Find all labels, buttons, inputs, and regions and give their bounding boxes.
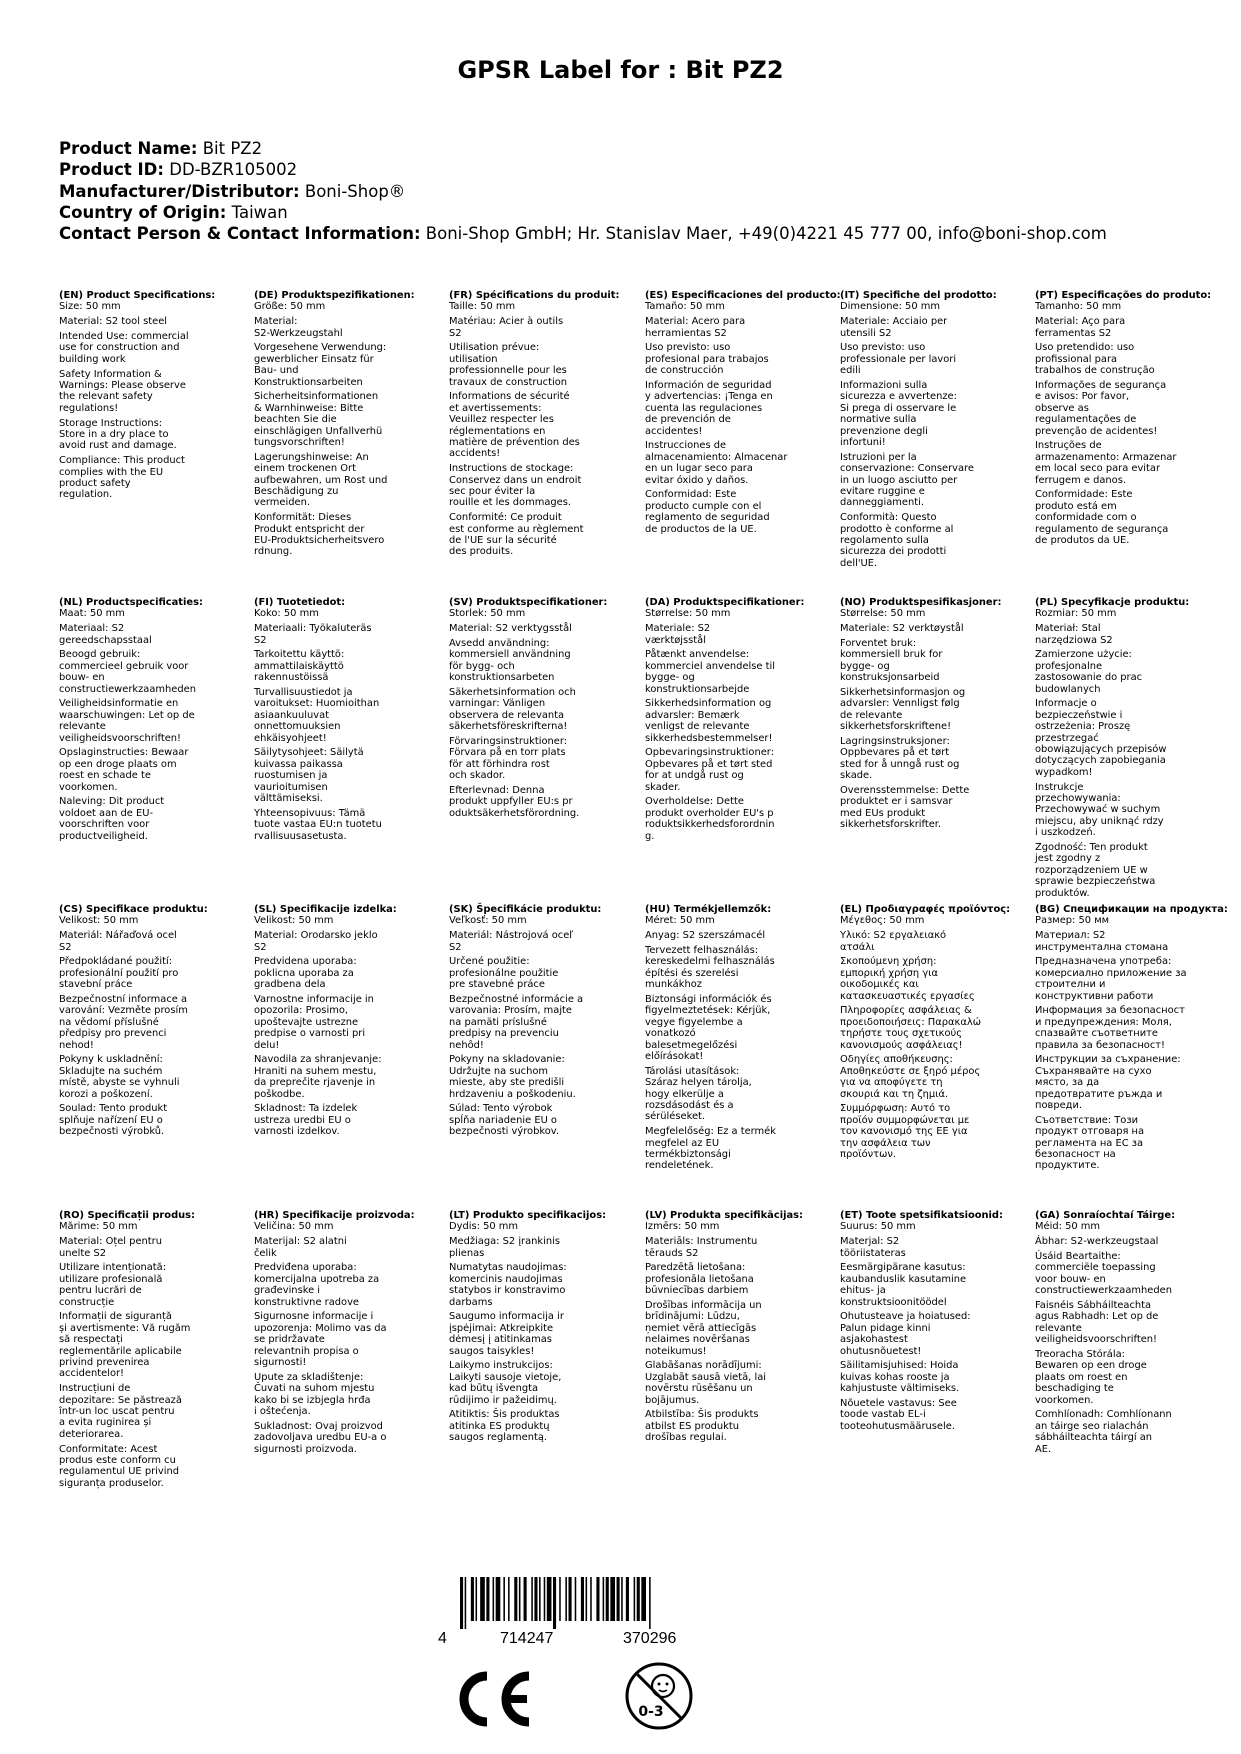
- spec-heading: (BG) Спецификации на продукта:: [1035, 904, 1228, 915]
- spec-paragraph: Velikost: 50 mm: [59, 915, 139, 927]
- spec-paragraph: Efterlevnad: Denna produkt uppfyller EU:s pr oduktsäkerhetsförordning.: [449, 785, 580, 819]
- spec-paragraph: Velikost: 50 mm: [254, 915, 334, 927]
- spec-paragraph: Conformidad: Este producto cumple con el reglamento de seguridad de productos de la UE.: [645, 489, 770, 535]
- barcode-bar: [581, 1577, 584, 1621]
- spec-paragraph: Atitiktis: Šis produktas atitinka ES produktų saugos reglamentą.: [449, 1409, 560, 1444]
- spec-paragraph: Méret: 50 mm: [645, 915, 715, 927]
- barcode-bar: [606, 1577, 609, 1621]
- spec-paragraph: Upute za skladištenje: Čuvati na suhom mjestu kako bi se izbjegla hrđa i oštećenja.: [254, 1371, 375, 1418]
- spec-paragraph: Medžiaga: S2 įrankinis plienas: [449, 1236, 561, 1259]
- info-row: [59, 138, 1107, 159]
- info-label: Manufacturer/Distributor:: [59, 181, 300, 201]
- info-value: Boni-Shop GmbH; Hr. Stanislav Maer, +49(0)4221 45 777 00, info@boni-shop.com: [425, 224, 1107, 244]
- barcode-bar: [508, 1577, 510, 1621]
- spec-paragraph: Varnostne informacije in opozorila: Prosimo, upoštevajte ustrezne predpise o varnosti pri delu!: [254, 994, 374, 1051]
- barcode-bar: [544, 1577, 546, 1621]
- spec-paragraph: Инструкции за съхранение: Съхранявайте на сухо място, за да предотвратите ръжда и повреди.: [1035, 1054, 1181, 1112]
- spec-paragraph: Säilytysohjeet: Säilytä kuivassa paikassa ruostumisen ja vaurioitumisen välttämiseksi.: [254, 747, 364, 805]
- spec-heading: (ES) Especificaciones del producto:: [645, 290, 841, 301]
- spec-paragraph: Sigurnosne informacije i upozorenja: Molimo vas da se pridržavate relevantnih propisa o sigurnosti!: [254, 1311, 387, 1369]
- spec-paragraph: Размер: 50 мм: [1035, 915, 1110, 927]
- spec-block: [59, 597, 254, 845]
- spec-paragraph: Tárolási utasítások: Száraz helyen tárolja, hogy elkerülje a rozsdásodást és a sérüléseket.: [645, 1065, 752, 1123]
- spec-block: [254, 290, 449, 561]
- spec-heading: (EL) Προδιαγραφές προϊόντος:: [840, 904, 1011, 915]
- spec-block: [254, 904, 449, 1141]
- barcode-bar: [486, 1577, 489, 1621]
- spec-paragraph: Vorgesehene Verwendung: gewerblicher Einsatz für Bau- und Konstruktionsarbeiten: [254, 342, 387, 388]
- spec-heading: (PT) Especificações do produto:: [1035, 290, 1212, 301]
- spec-paragraph: Treoracha Stórála: Bewaren op een droge plaats om roest en beschadiging te voorkomen.: [1035, 1349, 1147, 1406]
- spec-block: [840, 290, 1035, 573]
- spec-paragraph: Informations de sécurité et avertissements: Veuillez respecter les réglementations en matière de prévention des accidents!: [449, 391, 580, 460]
- spec-paragraph: Lagringsinstruksjoner: Oppbevares på et tørt sted for å unngå rust og skade.: [840, 736, 960, 782]
- spec-paragraph: Avsedd användning: kommersiell användning för bygg- och konstruktionsarbeten: [449, 638, 571, 684]
- spec-paragraph: Materiał: Stal narzędziowa S2: [1035, 623, 1113, 646]
- spec-heading: (FI) Tuotetiedot:: [254, 597, 346, 608]
- spec-paragraph: Storage Instructions: Store in a dry place to avoid rust and damage.: [59, 417, 177, 452]
- barcode-bar: [634, 1577, 636, 1621]
- spec-block: [1035, 1210, 1230, 1458]
- spec-paragraph: Utilizare intenționată: utilizare profesională pentru lucrări de construcție: [59, 1262, 167, 1308]
- spec-paragraph: Informações de segurança e avisos: Por favor, observe as regulamentações de prevenção de acidentes!: [1035, 380, 1167, 437]
- spec-paragraph: Drošības informācija un brīdinājumi: Lūdzu, ņemiet vērā attiecīgās nelaimes novēršanas noteikumus!: [645, 1300, 762, 1357]
- spec-paragraph: Tamanho: 50 mm: [1035, 301, 1122, 313]
- spec-paragraph: Veiligheidsinformatie en waarschuwingen: Let op de relevante veiligheidsvoorschriften!: [59, 698, 195, 744]
- spec-paragraph: Beoogd gebruik: commercieel gebruik voor bouw- en constructiewerkzaamheden: [59, 649, 196, 695]
- spec-paragraph: Informazioni sulla sicurezza e avvertenze: Si prega di osservare le normative sulla prevenzione degli infortuni!: [840, 380, 957, 449]
- spec-heading: (CS) Specifikace produktu:: [59, 904, 208, 915]
- spec-paragraph: Úsáid Beartaithe: commerciële toepassing voor bouw- en constructiewerkzaamheden: [1035, 1251, 1172, 1297]
- spec-paragraph: Turvallisuustiedot ja varoitukset: Huomioithan asiaankuuluvat onnettomuuksien ehkäisyohjeet!: [254, 687, 380, 744]
- spec-paragraph: Uso previsto: uso profesional para trabajos de construcción: [645, 342, 769, 377]
- spec-paragraph: Съответствие: Този продукт отговаря на регламента на ЕС за безопасност на продуктите.: [1035, 1114, 1145, 1172]
- spec-paragraph: Zgodność: Ten produkt jest zgodny z rozporządzeniem UE w sprawie bezpieczeństwa produktów.: [1035, 842, 1156, 899]
- spec-heading: (PL) Specyfikacje produktu:: [1035, 597, 1190, 608]
- barcode-bar: [621, 1577, 623, 1621]
- spec-paragraph: Konformität: Dieses Produkt entspricht der EU-Produktsicherheitsvero rdnung.: [254, 512, 385, 558]
- spec-paragraph: Οδηγίες αποθήκευσης: Αποθηκεύστε σε ξηρό μέρος για να αποφύγετε τη σκουριά και τη ζημιά.: [840, 1054, 981, 1100]
- spec-paragraph: Påtænkt anvendelse: kommerciel anvendelse til bygge- og konstruktionsarbejde: [645, 649, 775, 695]
- spec-paragraph: Biztonsági információk és figyelmeztetések: Kérjük, vegye figyelembe a vonatkozó balesetmegelőzési előírásokat!: [645, 994, 772, 1063]
- spec-paragraph: Intended Use: commercial use for construction and building work: [59, 331, 189, 365]
- spec-paragraph: Megfelelőség: Ez a termék megfelel az EU termékbiztonsági rendeletének.: [645, 1126, 776, 1172]
- spec-paragraph: Comhlíonadh: Comhlíonann an táirge seo rialachán sábháilteachta táirgí an AE.: [1035, 1409, 1172, 1455]
- barcode-bar: [519, 1577, 521, 1621]
- spec-paragraph: Materiale: Acciaio per utensili S2: [840, 316, 948, 339]
- barcode-bar: [514, 1577, 517, 1621]
- spec-paragraph: Conformidade: Este produto está em conformidade com o regulamento de segurança de produtos da UE.: [1035, 489, 1169, 547]
- spec-block: [449, 290, 644, 561]
- spec-heading: (LV) Produkta specifikācijas:: [645, 1210, 803, 1221]
- barcode-bar: [565, 1577, 567, 1621]
- spec-paragraph: Overensstemmelse: Dette produktet er i samsvar med EUs produkt sikkerhetsforskrifter.: [840, 785, 970, 831]
- spec-block: [840, 904, 1035, 1164]
- spec-heading: (IT) Specifiche del prodotto:: [840, 290, 997, 301]
- barcode-bar: [603, 1577, 605, 1621]
- spec-paragraph: Ohutusteave ja hoiatused: Palun pidage kinni asjakohastest ohutusnõuetest!: [840, 1311, 971, 1357]
- spec-paragraph: Safety Information & Warnings: Please observe the relevant safety regulations!: [59, 368, 186, 414]
- spec-paragraph: Navodila za shranjevanje: Hraniti na suhem mestu, da preprečite rjavenje in poškodbe.: [254, 1054, 382, 1100]
- spec-paragraph: Conformità: Questo prodotto è conforme al regolamento sulla sicurezza dei prodotti dell'UE.: [840, 512, 954, 569]
- spec-paragraph: Predviđena uporaba: komercijalna upotreba za građevinske i konstruktivne radove: [254, 1262, 380, 1308]
- spec-paragraph: Συμμόρφωση: Αυτό το προϊόν συμμορφώνεται με τον κανονισμό της ΕΕ για την ασφάλεια των προϊόντων.: [840, 1103, 970, 1161]
- spec-heading: (FR) Spécifications du produit:: [449, 290, 620, 301]
- spec-paragraph: Storlek: 50 mm: [449, 608, 526, 620]
- barcode-bar: [586, 1577, 588, 1621]
- barcode-bar: [534, 1577, 537, 1621]
- spec-paragraph: Instrucțiuni de depozitare: Se păstrează într-un loc uscat pentru a evita ruginirea și deteriorarea.: [59, 1383, 182, 1440]
- spec-paragraph: Faisnéis Sábháilteachta agus Rabhadh: Let op de relevante veiligheidsvoorschriften!: [1035, 1300, 1159, 1346]
- spec-paragraph: Conformitate: Acest produs este conform cu regulamentul UE privind siguranța produselor.: [59, 1443, 179, 1489]
- spec-paragraph: Instruções de armazenamento: Armazenar em local seco para evitar ferrugem e danos.: [1035, 440, 1177, 486]
- spec-paragraph: Predvidena uporaba: poklicna uporaba za gradbena dela: [254, 956, 357, 991]
- spec-paragraph: Tamaño: 50 mm: [645, 301, 725, 313]
- spec-block: [1035, 597, 1230, 903]
- spec-paragraph: Overholdelse: Dette produkt overholder EU's p roduktsikkerhedsforordnin g.: [645, 796, 775, 842]
- spec-paragraph: Förvaringsinstruktioner: Förvara på en torr plats för att förhindra rost och skador.: [449, 736, 568, 782]
- spec-paragraph: Bezpečnostné informácie a varovania: Prosím, majte na pamäti príslušné predpisy na prevenciu nehôd!: [449, 994, 584, 1051]
- spec-paragraph: Koko: 50 mm: [254, 608, 319, 620]
- spec-heading: (DE) Produktspezifikationen:: [254, 290, 415, 301]
- spec-paragraph: Paredzētā lietošana: profesionāla lietošana būvniecības darbiem: [645, 1262, 754, 1297]
- info-value: Taiwan: [231, 202, 288, 222]
- spec-block: [449, 1210, 644, 1447]
- barcode-bar: [496, 1577, 501, 1621]
- barcode: [436, 1577, 696, 1629]
- spec-paragraph: Saugumo informacija ir įspėjimai: Atkreipkite dėmesį į atitinkamas saugos taisykles!: [449, 1311, 564, 1357]
- spec-paragraph: Material: Acero para herramientas S2: [645, 316, 746, 339]
- spec-heading: (EN) Product Specifications:: [59, 290, 216, 301]
- spec-paragraph: Materiaal: S2 gereedschapsstaal: [59, 623, 152, 646]
- info-label: Product ID:: [59, 160, 164, 180]
- barcode-bar: [547, 1577, 552, 1621]
- spec-heading: (HR) Specifikacije proizvoda:: [254, 1210, 415, 1221]
- info-row: [59, 181, 1107, 202]
- barcode-bar: [539, 1577, 541, 1621]
- spec-heading: (GA) Sonraíochtaí Táirge:: [1035, 1210, 1176, 1221]
- spec-paragraph: Materiaali: Työkaluteräs S2: [254, 623, 372, 646]
- spec-paragraph: Informacje o bezpieczeństwie i ostrzeżenia: Proszę przestrzegać obowiązujących przepisów dotyczących zapobiegania wypadkom!: [1035, 698, 1167, 778]
- spec-paragraph: Предназначена употреба: комерсиално приложение за строителни и конструктивни работи: [1035, 956, 1187, 1002]
- spec-paragraph: Informații de siguranță și avertismente: Vă rugăm să respectați reglementările aplicabile privind prevenirea accidentelor!: [59, 1311, 191, 1380]
- info-row: [59, 202, 1107, 223]
- spec-paragraph: Materjal: S2 tööriistateras: [840, 1236, 906, 1259]
- info-label: Country of Origin:: [59, 202, 227, 222]
- spec-heading: (ET) Toote spetsifikatsioonid:: [840, 1210, 1003, 1221]
- spec-paragraph: Dimensione: 50 mm: [840, 301, 940, 313]
- spec-block: [59, 290, 254, 504]
- svg-text:0-3: 0-3: [638, 1704, 664, 1720]
- spec-paragraph: Material: Oțel pentru unelte S2: [59, 1236, 162, 1259]
- spec-paragraph: Størrelse: 50 mm: [645, 608, 731, 620]
- not-suitable-0-3-icon: [623, 1660, 695, 1736]
- barcode-bar: [553, 1577, 556, 1629]
- spec-block: [59, 1210, 254, 1493]
- spec-heading: (LT) Produkto specifikacijos:: [449, 1210, 607, 1221]
- spec-paragraph: Material: S2 verktygsstål: [449, 623, 572, 635]
- spec-paragraph: Předpokládané použití: profesionální použití pro stavební práce: [59, 956, 179, 991]
- page-title: GPSR Label for : Bit PZ2: [457, 56, 784, 84]
- info-row: [59, 223, 1107, 244]
- info-row: [59, 159, 1107, 180]
- spec-block: [449, 904, 644, 1141]
- spec-heading: (HU) Termékjellemzők:: [645, 904, 772, 915]
- barcode-left-digits: 714247: [500, 1630, 554, 1647]
- spec-paragraph: Materiale: S2 verktøystål: [840, 623, 964, 635]
- spec-block: [645, 1210, 840, 1447]
- spec-paragraph: Rozmiar: 50 mm: [1035, 608, 1117, 620]
- spec-paragraph: Información de seguridad y advertencias: ¡Tenga en cuenta las regulaciones de prevención de accidentes!: [645, 380, 773, 437]
- spec-paragraph: Größe: 50 mm: [254, 301, 326, 313]
- spec-paragraph: Säilitamisjuhised: Hoida kuivas kohas rooste ja kahjustuste vältimiseks.: [840, 1360, 960, 1395]
- spec-paragraph: Pokyny na skladovanie: Udržujte na suchom mieste, aby ste predišli hrdzaveniu a poškodeniu.: [449, 1054, 576, 1100]
- spec-heading: (SL) Specifikacije izdelka:: [254, 904, 397, 915]
- spec-paragraph: Materiāls: Instrumentu tērauds S2: [645, 1236, 758, 1259]
- spec-paragraph: Zamierzone użycie: profesjonalne zastosowanie do prac budowlanych: [1035, 649, 1143, 695]
- barcode-bar: [460, 1577, 463, 1629]
- spec-paragraph: Opbevaringsinstruktioner: Opbevares på et tørt sted for at undgå rust og skader.: [645, 747, 775, 793]
- spec-block: [1035, 290, 1230, 550]
- spec-paragraph: Conformité: Ce produit est conforme au règlement de l'UE sur la sécurité des produits.: [449, 512, 584, 558]
- barcode-bar: [575, 1577, 577, 1621]
- barcode-bar: [559, 1577, 561, 1621]
- spec-paragraph: Instrucciones de almacenamiento: Almacenar en un lugar seco para evitar óxido y daños.: [645, 440, 788, 486]
- barcode-bars: [436, 1577, 696, 1629]
- spec-paragraph: Material: S2-Werkzeugstahl: [254, 316, 343, 339]
- spec-paragraph: Sikkerhetsinformasjon og advarsler: Vennligst følg de relevante sikkerhetsforskriftene!: [840, 687, 966, 733]
- spec-paragraph: Υλικό: S2 εργαλειακό ατσάλι: [840, 930, 947, 953]
- barcode-bar: [569, 1577, 572, 1621]
- spec-paragraph: Naleving: Dit product voldoet aan de EU- voorschriften voor productveiligheid.: [59, 796, 165, 842]
- spec-block: [645, 290, 840, 538]
- spec-paragraph: Taille: 50 mm: [449, 301, 516, 313]
- spec-paragraph: Anyag: S2 szerszámacél: [645, 930, 766, 942]
- spec-paragraph: Material: Aço para ferramentas S2: [1035, 316, 1126, 339]
- spec-block: [840, 1210, 1035, 1436]
- spec-paragraph: Opslaginstructies: Bewaar op een droge plaats om roest en schade te voorkomen.: [59, 747, 189, 793]
- spec-paragraph: Soulad: Tento produkt splňuje nařízení EU o bezpečnosti výrobků.: [59, 1103, 168, 1138]
- spec-heading: (NL) Productspecificaties:: [59, 597, 203, 608]
- spec-paragraph: Atbilstība: Šis produkts atbilst ES produktu drošības regulai.: [645, 1409, 759, 1444]
- spec-paragraph: Sicherheitsinformationen & Warnhinweise: Bitte beachten Sie die einschlägigen Unfallverhü tungsvorschriften!: [254, 391, 383, 449]
- spec-paragraph: Säkerhetsinformation och varningar: Vänligen observera de relevanta säkerhetsföreskrifterna!: [449, 687, 576, 733]
- barcode-bar: [610, 1577, 615, 1621]
- spec-paragraph: Tervezett felhasználás: kereskedelmi felhasználás építési és szerelési munkákhoz: [645, 945, 775, 991]
- spec-paragraph: Materiál: Nářaďová ocel S2: [59, 930, 177, 953]
- product-info: [59, 138, 1107, 244]
- spec-heading: (NO) Produktspesifikasjoner:: [840, 597, 1002, 608]
- spec-block: [1035, 904, 1230, 1175]
- barcode-right-digits: 370296: [623, 1630, 677, 1647]
- barcode-bar: [503, 1577, 505, 1621]
- barcode-bar: [480, 1577, 485, 1621]
- spec-paragraph: Veličina: 50 mm: [254, 1221, 334, 1233]
- spec-paragraph: Veľkosť: 50 mm: [449, 915, 527, 927]
- spec-paragraph: Sikkerhedsinformation og advarsler: Bemærk venligst de relevante sikkerhedsbestemmelser!: [645, 698, 773, 744]
- info-label: Product Name:: [59, 139, 198, 158]
- info-value: DD-BZR105002: [169, 160, 298, 180]
- spec-paragraph: Maat: 50 mm: [59, 608, 125, 620]
- spec-paragraph: Méid: 50 mm: [1035, 1221, 1101, 1233]
- spec-grid: [59, 290, 1241, 1500]
- barcode-bar: [476, 1577, 478, 1621]
- spec-paragraph: Skladnost: Ta izdelek ustreza uredbi EU o varnosti izdelkov.: [254, 1103, 358, 1138]
- spec-heading: (RO) Specificații produs:: [59, 1210, 195, 1221]
- spec-heading: (SK) Špecifikácie produktu:: [449, 904, 602, 915]
- barcode-bar: [471, 1577, 474, 1621]
- barcode-bar: [493, 1577, 495, 1621]
- spec-paragraph: Uso pretendido: uso profissional para trabalhos de construção: [1035, 342, 1155, 377]
- spec-paragraph: Mărime: 50 mm: [59, 1221, 138, 1233]
- spec-block: [59, 904, 254, 1141]
- spec-block: [645, 904, 840, 1175]
- barcode-bar: [524, 1577, 527, 1621]
- spec-paragraph: Súlad: Tento výrobok spĺňa nariadenie EU o bezpečnosti výrobkov.: [449, 1103, 559, 1138]
- spec-paragraph: Sukladnost: Ovaj proizvod zadovoljava uredbu EU-a o sigurnosti proizvoda.: [254, 1420, 387, 1455]
- spec-paragraph: Eesmärgipärane kasutus: kaubanduslik kasutamine ehitus- ja konstruktsioonitöödel: [840, 1262, 967, 1308]
- spec-paragraph: Size: 50 mm: [59, 301, 121, 313]
- barcode-bar: [590, 1577, 592, 1621]
- ce-mark-icon: [451, 1670, 533, 1732]
- spec-paragraph: Materijal: S2 alatni čelik: [254, 1236, 347, 1259]
- spec-paragraph: Glabāšanas norādījumi: Uzglabāt sausā vietā, lai novērstu rūsēšanu un bojājumus.: [645, 1360, 766, 1406]
- spec-paragraph: Materiale: S2 værktøjsstål: [645, 623, 711, 646]
- spec-paragraph: Material: S2 tool steel: [59, 316, 168, 328]
- spec-paragraph: Material: Orodarsko jeklo S2: [254, 930, 378, 953]
- spec-paragraph: Istruzioni per la conservazione: Conservare in un luogo asciutto per evitare ruggine e danneggiamenti.: [840, 451, 974, 509]
- spec-paragraph: Nõuetele vastavus: See toode vastab EL-i tooteohutusmäärusele.: [840, 1398, 957, 1432]
- spec-paragraph: Forventet bruk: kommersiell bruk for bygge- og konstruksjonsarbeid: [840, 638, 943, 684]
- spec-paragraph: Pokyny k uskladnění: Skladujte na suchém místě, abyste se vyhnuli korozi a poškození.: [59, 1054, 180, 1100]
- spec-paragraph: Uso previsto: uso professionale per lavori edili: [840, 342, 957, 377]
- spec-paragraph: Информация за безопасност и предупреждения: Моля, спазвайте съответните правила за безопасност!: [1035, 1005, 1185, 1051]
- spec-paragraph: Určené použitie: profesionálne použitie pre stavebné práce: [449, 956, 559, 991]
- spec-paragraph: Instrukcje przechowywania: Przechowywać w suchym miejscu, aby uniknąć rdzy i uszkodzeń.: [1035, 781, 1164, 839]
- barcode-bar: [641, 1577, 646, 1621]
- spec-paragraph: Tarkoitettu käyttö: ammattilaiskäyttö rakennustöissä: [254, 649, 345, 684]
- spec-paragraph: Μέγεθος: 50 mm: [840, 915, 925, 927]
- spec-paragraph: Πληροφορίες ασφάλειας & προειδοποιήσεις: Παρακαλώ τηρήστε τους σχετικούς κανονισμούς ασφάλειας!: [840, 1005, 981, 1051]
- spec-paragraph: Dydis: 50 mm: [449, 1221, 519, 1233]
- barcode-bar: [626, 1577, 629, 1621]
- spec-block: [645, 597, 840, 845]
- spec-paragraph: Yhteensopivuus: Tämä tuote vastaa EU:n tuotetu rvallisuusasetusta.: [254, 807, 382, 842]
- barcode-bar: [465, 1577, 467, 1629]
- spec-heading: (DA) Produktspecifikationer:: [645, 597, 805, 608]
- info-label: Contact Person & Contact Information:: [59, 224, 421, 244]
- spec-paragraph: Suurus: 50 mm: [840, 1221, 916, 1233]
- info-value: Bit PZ2: [202, 139, 263, 158]
- barcode-bar: [617, 1577, 620, 1621]
- spec-paragraph: Compliance: This product complies with the EU product safety regulation.: [59, 455, 185, 501]
- barcode-bar: [531, 1577, 533, 1621]
- info-value: Boni-Shop®: [304, 181, 406, 201]
- spec-paragraph: Материал: S2 инструментална стомана: [1035, 930, 1169, 953]
- spec-paragraph: Σκοπούμενη χρήση: εμπορική χρήση για οικοδομικές και κατασκευαστικές εργασίες: [840, 956, 975, 1002]
- spec-block: [840, 597, 1035, 834]
- spec-paragraph: Ábhar: S2-werkzeugstaal: [1035, 1236, 1159, 1248]
- spec-block: [254, 1210, 449, 1458]
- barcode-bar: [596, 1577, 599, 1621]
- spec-paragraph: Numatytas naudojimas: komercinis naudojimas statybos ir konstravimo darbams: [449, 1262, 567, 1308]
- barcode-bar: [649, 1577, 651, 1629]
- spec-paragraph: Bezpečnostní informace a varování: Vezměte prosím na vědomí příslušné předpisy pro prevenci nehod!: [59, 994, 188, 1051]
- barcode-lead-digit: 4: [438, 1630, 447, 1647]
- spec-paragraph: Laikymo instrukcijos: Laikyti sausoje vietoje, kad būtų išvengta rūdijimo ir pažeidimų.: [449, 1360, 562, 1406]
- spec-paragraph: Matériau: Acier à outils S2: [449, 316, 564, 339]
- spec-paragraph: Instructions de stockage: Conservez dans un endroit sec pour éviter la rouille et les dommages.: [449, 463, 582, 509]
- spec-paragraph: Izmērs: 50 mm: [645, 1221, 720, 1233]
- spec-heading: (SV) Produktspecifikationer:: [449, 597, 608, 608]
- spec-paragraph: Størrelse: 50 mm: [840, 608, 926, 620]
- spec-block: [449, 597, 644, 823]
- spec-paragraph: Materiál: Nástrojová oceľ S2: [449, 930, 573, 953]
- spec-paragraph: Utilisation prévue: utilisation professionnelle pour les travaux de construction: [449, 342, 568, 388]
- barcode-bar: [637, 1577, 640, 1621]
- spec-paragraph: Lagerungshinweise: An einem trockenen Ort aufbewahren, um Rost und Beschädigung zu vermeiden.: [254, 451, 388, 509]
- spec-block: [254, 597, 449, 845]
